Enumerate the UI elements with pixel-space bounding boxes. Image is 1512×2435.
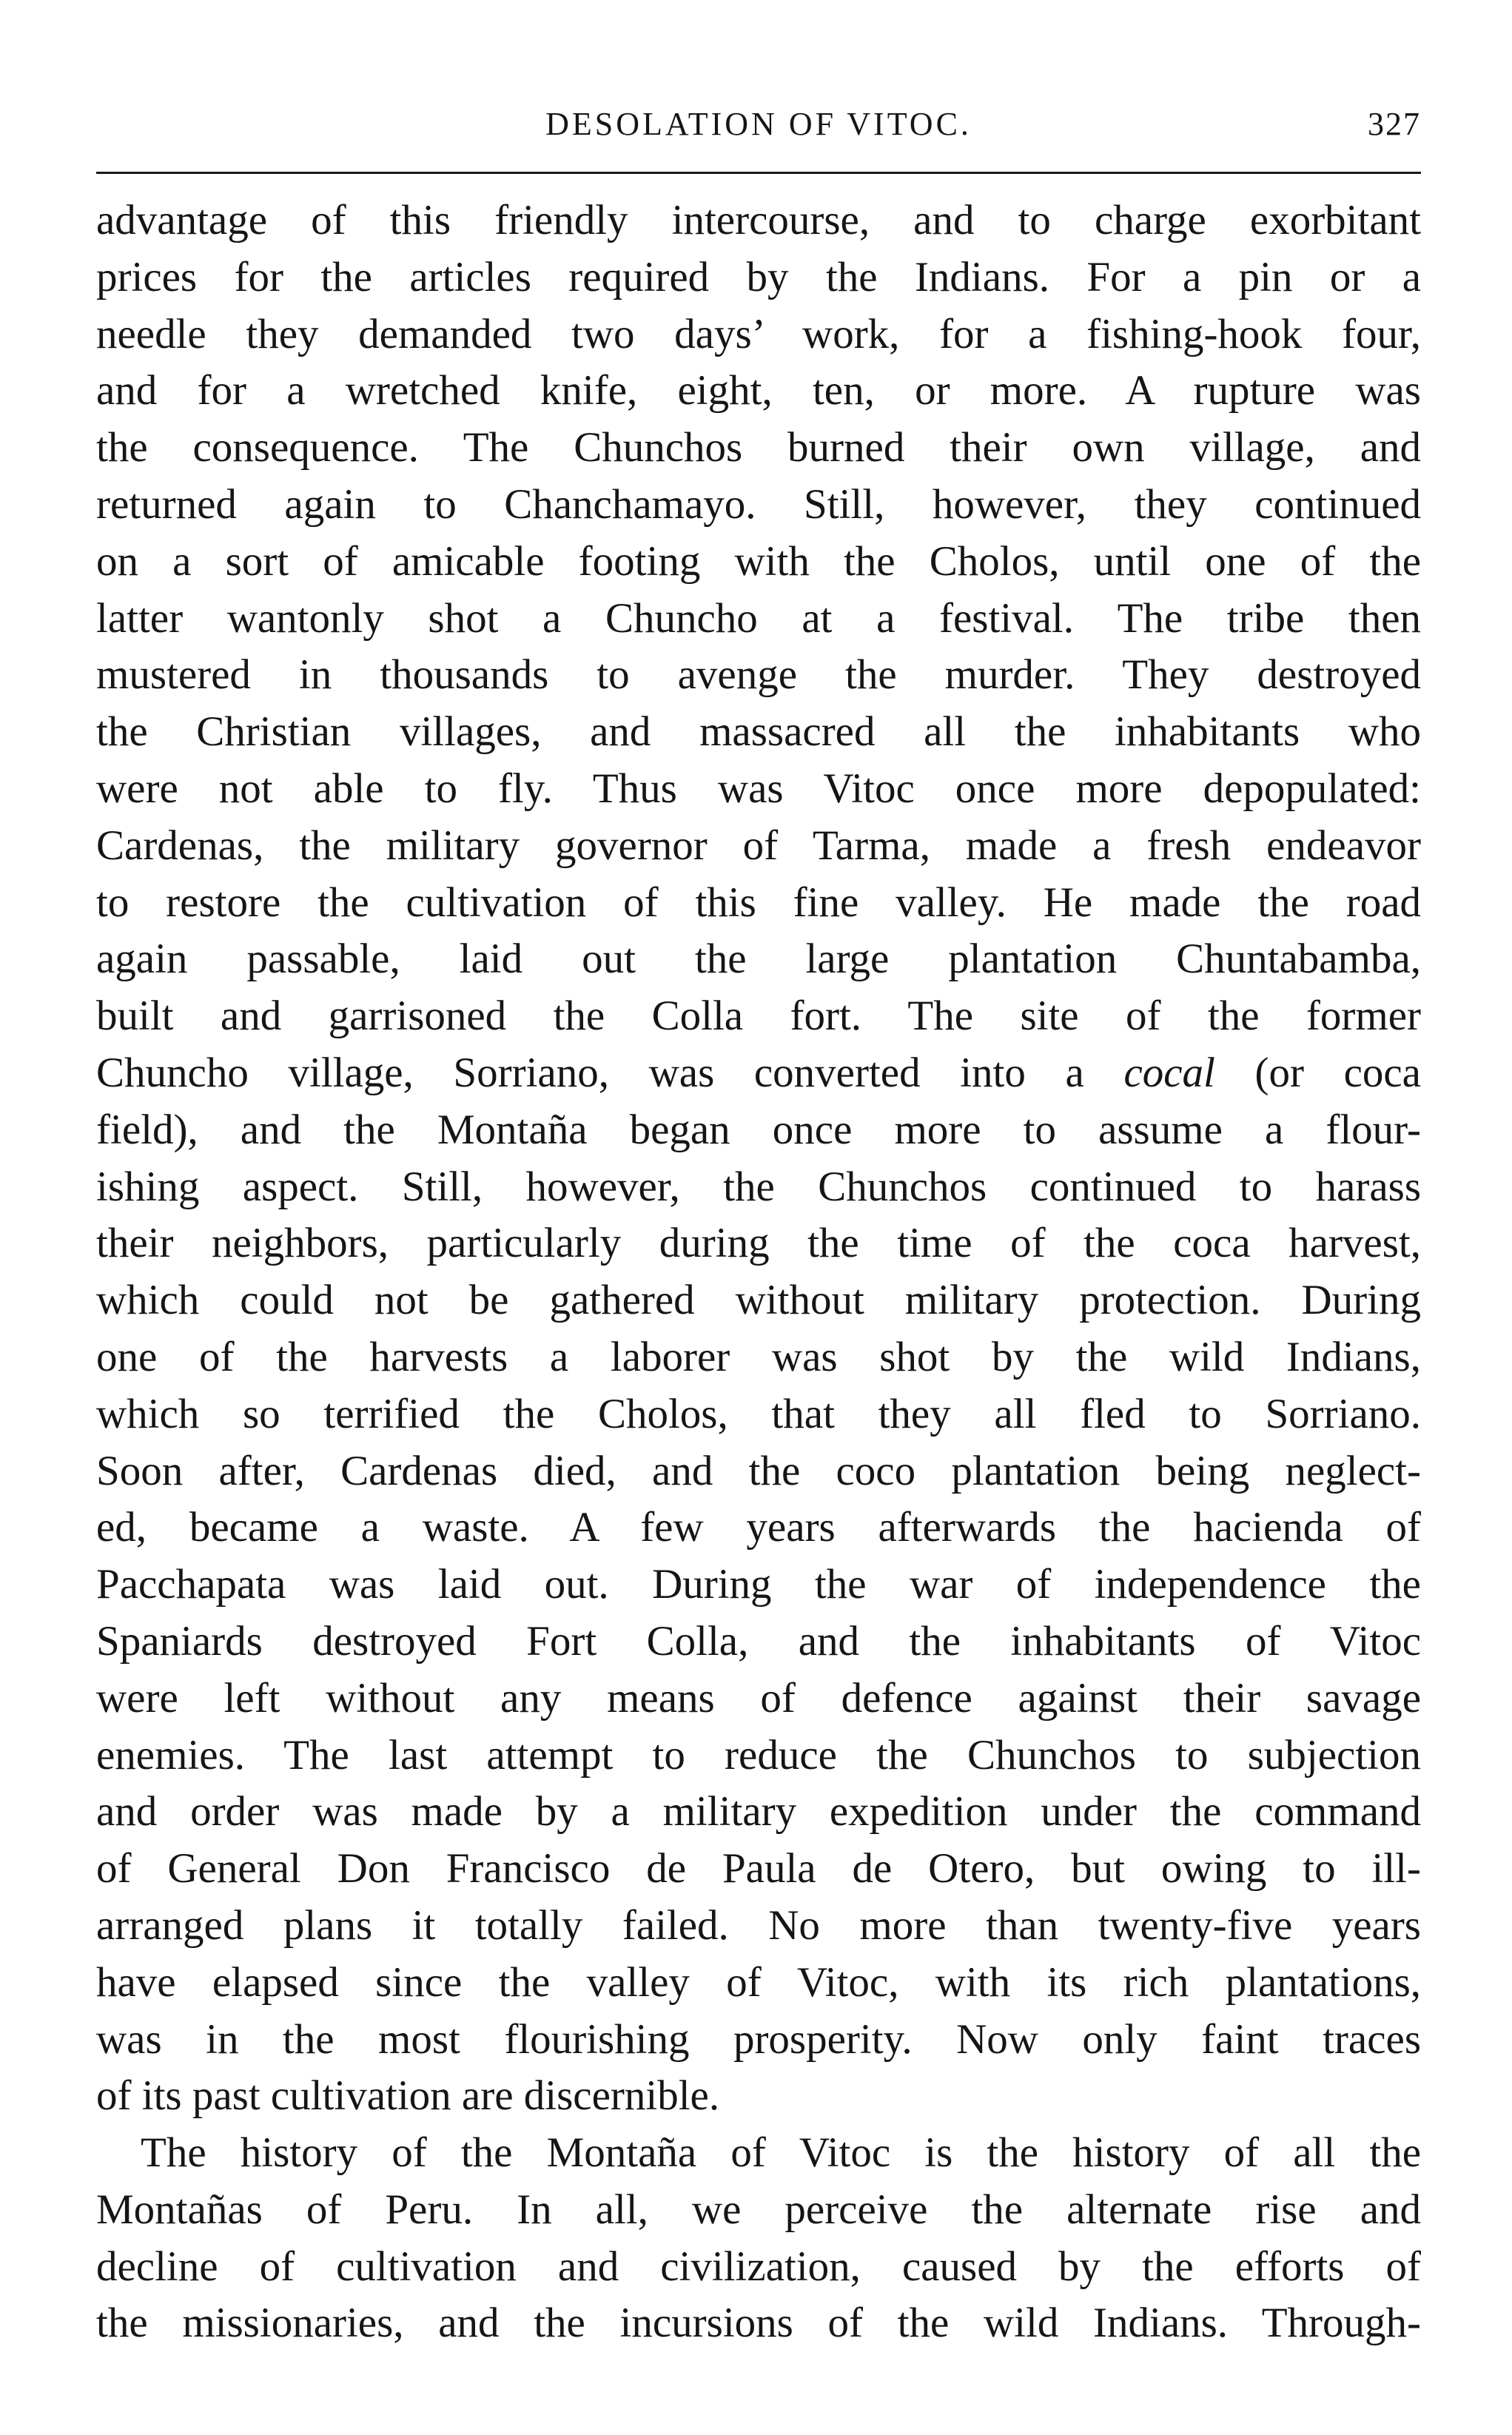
- text-line: and order was made by a military expedition under the command: [96, 1788, 1421, 1836]
- body-text: [96, 192, 1421, 2352]
- text-line: one of the harvests a laborer was shot by the wild Indians,: [96, 1333, 1421, 1380]
- text-line: enemies. The last attempt to reduce the Chunchos to subjection: [96, 1731, 1421, 1779]
- text-line: decline of cultivation and civilization, caused by the efforts of: [96, 2243, 1421, 2290]
- text-line: have elapsed since the valley of Vitoc, with its rich plantations,: [96, 1958, 1421, 2006]
- paragraph-2: [96, 2125, 1421, 2352]
- text-line: needle they demanded two days’ work, for a fishing-hook four,: [96, 310, 1421, 357]
- text-line: mustered in thousands to avenge the murder. They destroyed: [96, 651, 1421, 699]
- text-line: The history of the Montaña of Vitoc is the history of all the: [141, 2129, 1421, 2177]
- text-line: of its past cultivation are discernible.: [96, 2072, 720, 2120]
- text-line: [96, 1045, 1421, 1102]
- text-line: which could not be gathered without military protection. During: [96, 1277, 1421, 1324]
- page-number: 327: [1368, 106, 1421, 142]
- text-line: were left without any means of defence against their savage: [96, 1674, 1421, 1722]
- running-title: DESOLATION OF VITOC.: [545, 106, 972, 142]
- text-line: the Christian villages, and massacred all the inhabitants who: [96, 708, 1421, 756]
- text-line: Montañas of Peru. In all, we perceive the alternate rise and: [96, 2186, 1421, 2233]
- text-line: field), and the Montaña began once more to assume a flour-: [96, 1106, 1421, 1153]
- paragraph-1: [96, 192, 1421, 2125]
- text-line: advantage of this friendly intercourse, and to charge exorbitant: [96, 197, 1421, 243]
- text-line: were not able to fly. Thus was Vitoc once more depopulated:: [96, 765, 1421, 812]
- text-line: to restore the cultivation of this fine valley. He made the road: [96, 879, 1421, 926]
- text-line: built and garrisoned the Colla fort. The site of the former: [96, 993, 1421, 1040]
- text-line: the missionaries, and the incursions of the wild Indians. Through-: [96, 2300, 1421, 2347]
- text-line: Soon after, Cardenas died, and the coco plantation being neglect-: [96, 1447, 1421, 1494]
- text-line: ed, became a waste. A few years afterwards the hacienda of: [96, 1504, 1421, 1551]
- text-line: ishing aspect. Still, however, the Chunchos continued to harass: [96, 1163, 1421, 1210]
- italic-word: cocal: [1123, 1049, 1215, 1096]
- text-line: prices for the articles required by the Indians. For a pin or a: [96, 253, 1421, 300]
- text-line: returned again to Chanchamayo. Still, however, they continued: [96, 480, 1421, 528]
- text-line: latter wantonly shot a Chuncho at a festival. The tribe then: [96, 594, 1421, 642]
- text-line: their neighbors, particularly during the time of the coca harvest,: [96, 1220, 1421, 1267]
- header-rule: [96, 172, 1421, 174]
- text-line: was in the most flourishing prosperity. Now only faint traces: [96, 2015, 1421, 2063]
- text-line: Cardenas, the military governor of Tarma, made a fresh endeavor: [96, 822, 1421, 869]
- text-line-mixed: Chuncho village, Sorriano, was converted into a cocal (or coca: [96, 1049, 1421, 1096]
- text-line: arranged plans it totally failed. No more than twenty-five years: [96, 1901, 1421, 1949]
- text-line: which so terrified the Cholos, that they all fled to Sorriano.: [96, 1390, 1421, 1437]
- text-line: and for a wretched knife, eight, ten, or more. A rupture was: [96, 367, 1421, 414]
- text-line: Pacchapata was laid out. During the war of independence the: [96, 1561, 1421, 1608]
- text-line: of General Don Francisco de Paula de Otero, but owing to ill-: [96, 1845, 1421, 1892]
- text-line: the consequence. The Chunchos burned their own village, and: [96, 424, 1421, 471]
- text-line: Spaniards destroyed Fort Colla, and the inhabitants of Vitoc: [96, 1617, 1421, 1665]
- text-line: on a sort of amicable footing with the Cholos, until one of the: [96, 537, 1421, 585]
- page-header: [96, 102, 1421, 154]
- text-line: again passable, laid out the large plantation Chuntabamba,: [96, 936, 1421, 983]
